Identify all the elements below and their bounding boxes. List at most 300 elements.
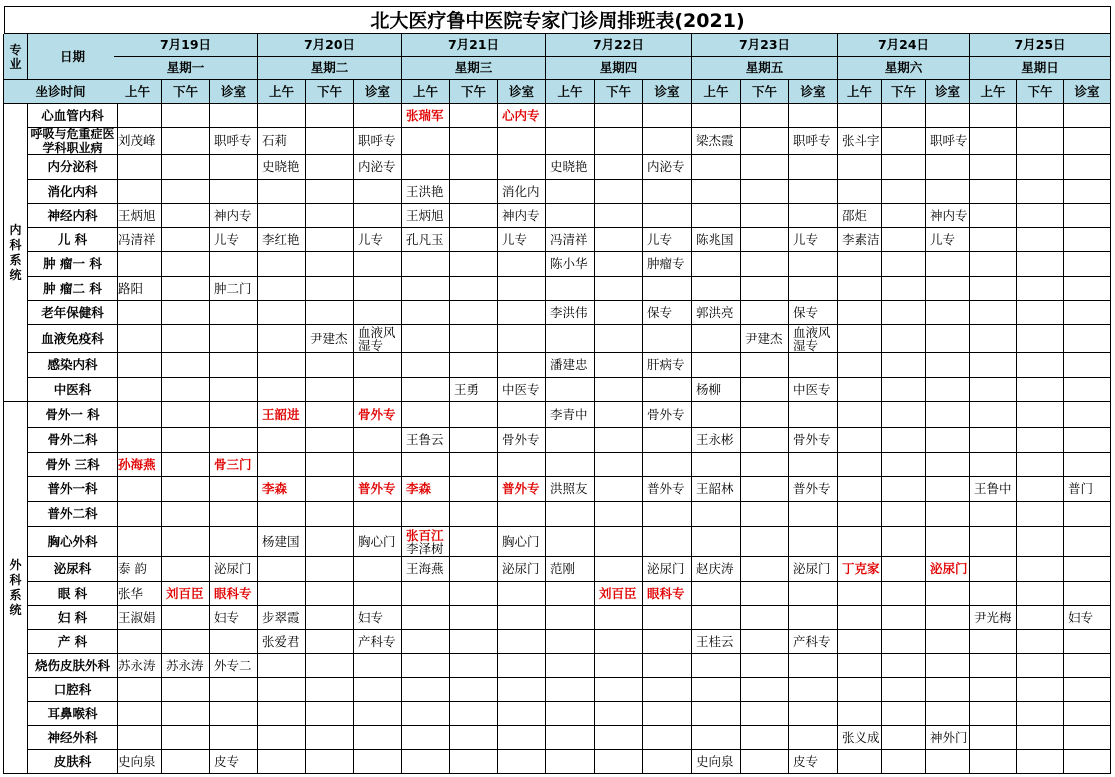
schedule-cell <box>882 353 926 378</box>
schedule-cell <box>1064 582 1111 606</box>
schedule-cell <box>162 428 210 453</box>
schedule-cell <box>970 155 1017 180</box>
schedule-cell <box>210 204 258 228</box>
schedule-cell <box>692 557 741 582</box>
clinic-room: 妇专 <box>1068 609 1094 625</box>
schedule-cell <box>354 301 402 325</box>
schedule-cell <box>402 378 450 402</box>
schedule-cell <box>498 155 546 180</box>
clinic-room: 肿二门 <box>214 280 252 296</box>
schedule-cell <box>1064 252 1111 277</box>
schedule-cell <box>692 128 741 155</box>
schedule-cell <box>789 702 838 726</box>
schedule-cell <box>498 678 546 702</box>
schedule-cell <box>402 104 450 128</box>
department-name: 血液免疫科 <box>28 325 118 353</box>
schedule-cell <box>354 402 402 428</box>
doctor-name: 孔凡玉 <box>406 231 444 247</box>
schedule-cell <box>1064 104 1111 128</box>
schedule-cell <box>258 252 306 277</box>
schedule-cell <box>306 428 354 453</box>
schedule-cell <box>926 502 970 527</box>
department-name: 骨外 三科 <box>28 453 118 477</box>
schedule-cell <box>741 155 789 180</box>
schedule-cell <box>450 582 498 606</box>
schedule-cell <box>450 654 498 678</box>
schedule-cell <box>354 726 402 750</box>
schedule-cell <box>258 325 306 353</box>
schedule-cell <box>1017 204 1064 228</box>
schedule-cell <box>643 702 692 726</box>
schedule-cell <box>741 557 789 582</box>
schedule-cell <box>450 402 498 428</box>
schedule-cell <box>789 128 838 155</box>
schedule-cell <box>498 630 546 654</box>
schedule-cell <box>354 180 402 204</box>
schedule-cell <box>162 582 210 606</box>
slot-header-pm: 下午 <box>882 80 926 104</box>
schedule-cell <box>258 654 306 678</box>
schedule-cell <box>926 428 970 453</box>
schedule-cell <box>882 301 926 325</box>
schedule-cell <box>210 702 258 726</box>
schedule-cell <box>1017 155 1064 180</box>
day-weekday: 星期六 <box>838 57 970 80</box>
schedule-cell <box>838 502 882 527</box>
schedule-cell <box>926 606 970 630</box>
schedule-cell <box>546 678 595 702</box>
schedule-cell <box>926 378 970 402</box>
clinic-room: 职呼专 <box>930 133 968 148</box>
schedule-cell <box>741 726 789 750</box>
schedule-cell <box>402 654 450 678</box>
schedule-cell <box>692 104 741 128</box>
schedule-cell <box>789 104 838 128</box>
schedule-cell <box>498 228 546 252</box>
schedule-cell <box>643 204 692 228</box>
doctor-name: 李洪伟 <box>550 304 588 320</box>
schedule-cell <box>970 228 1017 252</box>
schedule-cell <box>741 702 789 726</box>
clinic-room: 儿专 <box>502 231 528 247</box>
schedule-cell <box>258 750 306 774</box>
schedule-cell <box>162 402 210 428</box>
schedule-cell <box>162 527 210 557</box>
schedule-cell <box>970 527 1017 557</box>
schedule-cell <box>838 750 882 774</box>
schedule-cell <box>1017 252 1064 277</box>
schedule-cell <box>595 477 643 502</box>
schedule-cell <box>1064 428 1111 453</box>
slot-header-room: 诊室 <box>789 80 838 104</box>
schedule-cell <box>210 128 258 155</box>
schedule-cell <box>643 654 692 678</box>
schedule-cell <box>258 180 306 204</box>
schedule-cell <box>258 582 306 606</box>
schedule-cell <box>354 428 402 453</box>
clinic-room: 骨外专 <box>502 432 540 447</box>
schedule-cell <box>1064 654 1111 678</box>
schedule-cell <box>498 582 546 606</box>
department-name: 肿 瘤二 科 <box>28 277 118 301</box>
schedule-cell <box>643 402 692 428</box>
clinic-room: 儿专 <box>647 231 673 247</box>
schedule-cell <box>741 325 789 353</box>
schedule-cell <box>926 128 970 155</box>
schedule-cell <box>306 325 354 353</box>
doctor-name: 刘茂峰 <box>118 133 156 148</box>
schedule-cell <box>402 204 450 228</box>
schedule-cell <box>498 702 546 726</box>
schedule-cell <box>546 325 595 353</box>
schedule-cell <box>402 527 450 557</box>
schedule-cell <box>643 180 692 204</box>
schedule-cell <box>258 726 306 750</box>
doctor-name: 丁克家 <box>842 561 880 576</box>
schedule-cell <box>546 527 595 557</box>
schedule-cell <box>1064 204 1111 228</box>
schedule-cell <box>692 428 741 453</box>
department-name: 眼 科 <box>28 582 118 606</box>
schedule-cell <box>354 155 402 180</box>
schedule-cell <box>114 654 162 678</box>
clinic-room: 内泌专 <box>358 159 396 174</box>
schedule-cell <box>741 128 789 155</box>
slot-header-pm: 下午 <box>450 80 498 104</box>
schedule-cell <box>926 654 970 678</box>
department-name: 妇 科 <box>28 606 118 630</box>
schedule-cell <box>498 378 546 402</box>
schedule-cell <box>789 750 838 774</box>
doctor-name: 陈兆国 <box>696 231 734 247</box>
schedule-cell <box>643 104 692 128</box>
schedule-cell <box>789 180 838 204</box>
schedule-cell <box>970 502 1017 527</box>
clinic-room: 内泌专 <box>647 159 685 174</box>
schedule-cell <box>1017 378 1064 402</box>
schedule-cell <box>838 630 882 654</box>
schedule-cell <box>926 252 970 277</box>
schedule-cell <box>692 654 741 678</box>
doctor-name: 陈小华 <box>550 256 588 271</box>
schedule-cell <box>643 557 692 582</box>
doctor-name: 史向泉 <box>696 753 734 769</box>
department-name: 中医科 <box>28 378 118 402</box>
schedule-cell <box>926 204 970 228</box>
schedule-cell <box>789 654 838 678</box>
schedule-cell <box>1064 353 1111 378</box>
schedule-cell <box>210 402 258 428</box>
schedule-cell <box>114 750 162 774</box>
schedule-cell <box>882 228 926 252</box>
department-name: 内分泌科 <box>28 155 118 180</box>
schedule-cell <box>970 654 1017 678</box>
schedule-cell <box>692 180 741 204</box>
schedule-cell <box>498 654 546 678</box>
schedule-cell <box>789 606 838 630</box>
clinic-room: 血液风湿专 <box>358 325 396 353</box>
schedule-cell <box>450 228 498 252</box>
slot-header-room: 诊室 <box>354 80 402 104</box>
schedule-cell <box>1064 453 1111 477</box>
day-weekday: 星期日 <box>970 57 1111 80</box>
schedule-cell <box>789 453 838 477</box>
schedule-cell <box>162 180 210 204</box>
schedule-cell <box>1017 477 1064 502</box>
schedule-cell <box>926 678 970 702</box>
doctor-name: 潘建忠 <box>550 357 588 372</box>
doctor-name: 李素洁 <box>842 231 880 247</box>
schedule-cell <box>210 654 258 678</box>
schedule-cell <box>210 155 258 180</box>
schedule-cell <box>402 678 450 702</box>
doctor-name: 尹光梅 <box>974 609 1012 625</box>
schedule-cell <box>162 353 210 378</box>
schedule-cell <box>970 630 1017 654</box>
schedule-cell <box>926 155 970 180</box>
schedule-cell <box>402 155 450 180</box>
schedule-cell <box>210 378 258 402</box>
schedule-cell <box>354 630 402 654</box>
clinic-room: 中医专 <box>502 381 540 397</box>
schedule-cell <box>306 630 354 654</box>
clinic-room: 眼科专 <box>647 585 685 601</box>
doctor-name: 杨建国 <box>262 533 300 549</box>
doctor-name: 尹建杰 <box>745 330 783 346</box>
schedule-cell <box>354 557 402 582</box>
schedule-cell <box>306 702 354 726</box>
schedule-cell <box>789 582 838 606</box>
schedule-cell <box>114 325 162 353</box>
doctor-name: 李青中 <box>550 406 588 422</box>
schedule-cell <box>838 453 882 477</box>
schedule-cell <box>450 353 498 378</box>
doctor-name: 王洪艳 <box>406 183 444 199</box>
schedule-cell <box>354 477 402 502</box>
schedule-cell <box>210 502 258 527</box>
doctor-name: 王韶林 <box>696 481 734 496</box>
schedule-cell <box>789 252 838 277</box>
schedule-cell <box>692 502 741 527</box>
day-weekday: 星期一 <box>114 57 258 80</box>
schedule-cell <box>882 606 926 630</box>
schedule-cell <box>402 557 450 582</box>
schedule-cell <box>114 726 162 750</box>
day-date: 7月23日 <box>692 34 838 57</box>
doctor-name: 孙海燕 <box>118 456 156 472</box>
schedule-cell <box>926 228 970 252</box>
schedule-cell <box>354 582 402 606</box>
schedule-cell <box>114 702 162 726</box>
slot-header-room: 诊室 <box>498 80 546 104</box>
schedule-cell <box>498 606 546 630</box>
doctor-name: 路阳 <box>118 280 144 296</box>
clinic-room: 骨外专 <box>793 432 831 447</box>
schedule-cell <box>354 128 402 155</box>
schedule-cell <box>354 378 402 402</box>
schedule-cell <box>114 557 162 582</box>
schedule-cell <box>162 702 210 726</box>
schedule-cell <box>450 557 498 582</box>
schedule-cell <box>789 630 838 654</box>
schedule-cell <box>692 527 741 557</box>
department-name: 心血管内科 <box>28 104 118 128</box>
schedule-cell <box>354 453 402 477</box>
schedule-cell <box>1017 557 1064 582</box>
clinic-room: 儿专 <box>358 231 384 247</box>
schedule-cell <box>692 204 741 228</box>
clinic-room: 妇专 <box>214 609 240 625</box>
schedule-cell <box>838 606 882 630</box>
schedule-cell <box>643 277 692 301</box>
slot-header-am: 上午 <box>114 80 162 104</box>
doctor-name: 张斗宇 <box>842 133 880 148</box>
schedule-cell <box>692 606 741 630</box>
day-weekday: 星期五 <box>692 57 838 80</box>
schedule-cell <box>354 353 402 378</box>
schedule-cell <box>970 750 1017 774</box>
schedule-cell <box>970 582 1017 606</box>
schedule-cell <box>741 477 789 502</box>
schedule-cell <box>1064 277 1111 301</box>
schedule-cell <box>838 277 882 301</box>
doctor-name: 杨柳 <box>696 381 722 397</box>
schedule-cell <box>926 750 970 774</box>
page-title: 北大医疗鲁中医院专家门诊周排班表(2021) <box>4 6 1111 34</box>
schedule-cell <box>546 702 595 726</box>
slot-header-room: 诊室 <box>1064 80 1111 104</box>
schedule-cell <box>162 204 210 228</box>
schedule-cell <box>789 378 838 402</box>
schedule-cell <box>1064 477 1111 502</box>
schedule-cell <box>354 228 402 252</box>
slot-header-pm: 下午 <box>741 80 789 104</box>
schedule-cell <box>970 428 1017 453</box>
schedule-cell <box>114 252 162 277</box>
schedule-cell <box>838 428 882 453</box>
schedule-cell <box>210 325 258 353</box>
schedule-cell <box>210 252 258 277</box>
schedule-cell <box>789 325 838 353</box>
clinic-room: 眼科专 <box>214 585 252 601</box>
department-name: 骨外一 科 <box>28 402 118 428</box>
schedule-cell <box>595 353 643 378</box>
schedule-cell <box>741 228 789 252</box>
schedule-cell <box>210 277 258 301</box>
clinic-room: 神外门 <box>930 729 968 745</box>
schedule-cell <box>882 378 926 402</box>
schedule-cell <box>210 301 258 325</box>
schedule-cell <box>926 277 970 301</box>
schedule-cell <box>595 228 643 252</box>
schedule-cell <box>258 378 306 402</box>
schedule-cell <box>692 477 741 502</box>
schedule-cell <box>1017 726 1064 750</box>
schedule-cell <box>306 252 354 277</box>
department-name: 胸心外科 <box>28 527 118 557</box>
schedule-cell <box>692 155 741 180</box>
schedule-cell <box>114 606 162 630</box>
schedule-cell <box>789 353 838 378</box>
schedule-cell <box>354 606 402 630</box>
slot-header-am: 上午 <box>838 80 882 104</box>
schedule-cell <box>546 378 595 402</box>
schedule-cell <box>546 228 595 252</box>
schedule-cell <box>546 301 595 325</box>
schedule-cell <box>258 402 306 428</box>
schedule-cell <box>970 180 1017 204</box>
doctor-name: 王淑娟 <box>118 609 156 625</box>
schedule-cell <box>838 527 882 557</box>
doctor-name: 刘百臣 <box>166 585 204 601</box>
schedule-cell <box>1064 128 1111 155</box>
schedule-cell <box>741 428 789 453</box>
clinic-room: 产科专 <box>358 633 396 649</box>
schedule-cell <box>789 402 838 428</box>
schedule-cell <box>1017 702 1064 726</box>
doctor-name: 张百江 <box>406 527 444 543</box>
schedule-cell <box>970 325 1017 353</box>
schedule-cell <box>258 702 306 726</box>
clinic-time-header: 坐诊时间 <box>4 80 118 104</box>
clinic-room: 神内专 <box>930 207 968 223</box>
clinic-room: 胸心门 <box>358 533 396 549</box>
schedule-cell <box>926 630 970 654</box>
schedule-cell <box>838 353 882 378</box>
schedule-cell <box>882 453 926 477</box>
schedule-cell <box>498 204 546 228</box>
schedule-cell <box>546 453 595 477</box>
schedule-cell <box>402 477 450 502</box>
slot-header-pm: 下午 <box>162 80 210 104</box>
schedule-cell <box>162 678 210 702</box>
schedule-cell <box>882 678 926 702</box>
doctor-name: 张义成 <box>842 729 880 745</box>
schedule-cell <box>546 502 595 527</box>
schedule-cell <box>498 502 546 527</box>
schedule-cell <box>210 453 258 477</box>
schedule-cell <box>546 428 595 453</box>
doctor-name: 王韶进 <box>262 406 300 422</box>
slot-header-pm: 下午 <box>306 80 354 104</box>
department-name: 口腔科 <box>28 678 118 702</box>
schedule-cell <box>692 325 741 353</box>
doctor-name: 王鲁云 <box>406 432 444 447</box>
schedule-cell <box>162 277 210 301</box>
schedule-cell <box>306 678 354 702</box>
schedule-cell <box>1017 301 1064 325</box>
schedule-cell <box>546 726 595 750</box>
schedule-cell <box>546 353 595 378</box>
schedule-cell <box>741 630 789 654</box>
schedule-cell <box>926 301 970 325</box>
department-name: 感染内科 <box>28 353 118 378</box>
schedule-cell <box>450 606 498 630</box>
schedule-cell <box>354 277 402 301</box>
schedule-cell <box>210 750 258 774</box>
schedule-cell <box>402 277 450 301</box>
schedule-cell <box>838 402 882 428</box>
schedule-cell <box>450 128 498 155</box>
clinic-room: 骨外专 <box>647 406 685 422</box>
schedule-cell <box>210 527 258 557</box>
schedule-cell <box>306 128 354 155</box>
schedule-cell <box>643 453 692 477</box>
clinic-room: 普外专 <box>647 481 685 496</box>
slot-header-room: 诊室 <box>926 80 970 104</box>
schedule-cell <box>926 453 970 477</box>
schedule-cell <box>1064 155 1111 180</box>
